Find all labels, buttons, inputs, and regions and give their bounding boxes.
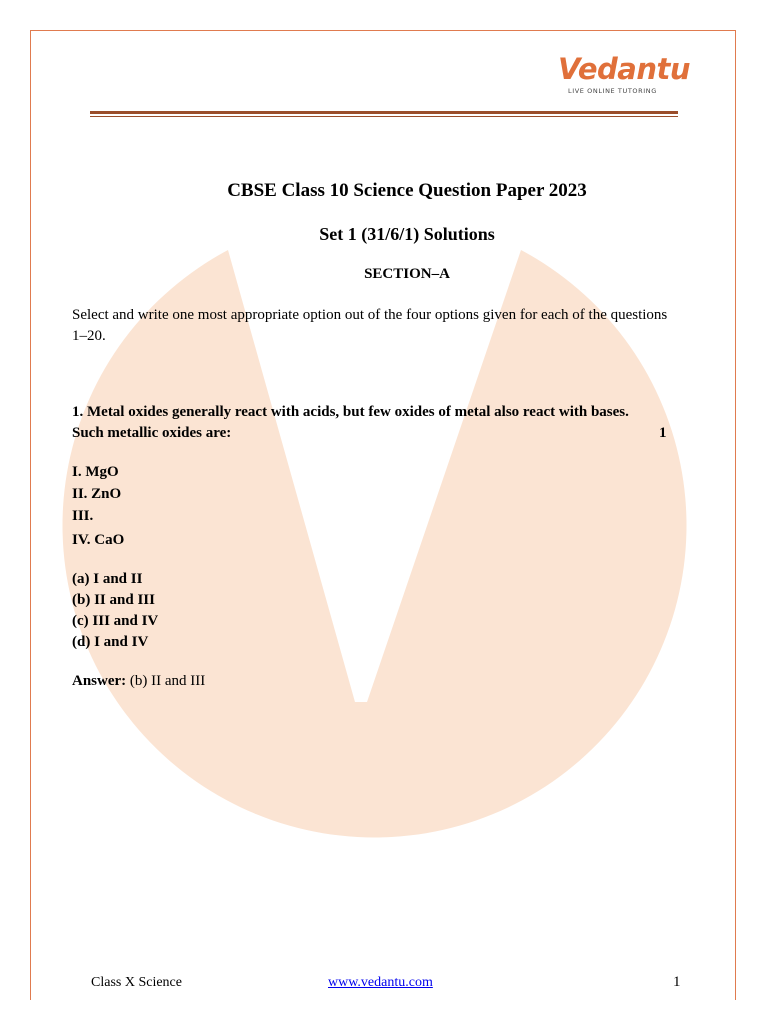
question-item-3: III. xyxy=(72,508,94,524)
answer-label: Answer: xyxy=(72,673,127,689)
instructions-text: Select and write one most appropriate option out of the four options given for each of the questions 1–20. xyxy=(72,307,668,344)
header-rule-thin xyxy=(90,116,678,117)
section-heading: SECTION–A xyxy=(364,266,450,282)
question-text-line2: Such metallic oxides are: xyxy=(72,425,232,441)
option-b: (b) II and III xyxy=(72,592,155,608)
answer-value: (b) II and III xyxy=(129,673,206,689)
answer-line xyxy=(72,673,205,690)
question-marks: 1 xyxy=(659,425,667,441)
question-text-line1: 1. Metal oxides generally react with acids, but few oxides of metal also react with bases. xyxy=(72,404,629,420)
page-title: CBSE Class 10 Science Question Paper 2023 xyxy=(227,180,587,201)
question-item-1: I. MgO xyxy=(72,464,119,480)
vedantu-logo xyxy=(556,52,690,100)
page-subtitle: Set 1 (31/6/1) Solutions xyxy=(319,224,495,244)
logo-wordmark: Vedantu xyxy=(558,52,690,86)
question-item-2: II. ZnO xyxy=(72,486,122,502)
question-item-4: IV. CaO xyxy=(72,532,125,548)
footer-website-link[interactable]: www.vedantu.com xyxy=(328,975,433,990)
option-d: (d) I and IV xyxy=(72,634,149,650)
footer-page-number: 1 xyxy=(673,974,681,990)
header-rule-thick xyxy=(90,111,678,114)
option-a: (a) I and II xyxy=(72,571,143,587)
option-c: (c) III and IV xyxy=(72,613,159,629)
footer-subject: Class X Science xyxy=(91,975,182,990)
logo-tagline: LIVE ONLINE TUTORING xyxy=(568,87,657,95)
